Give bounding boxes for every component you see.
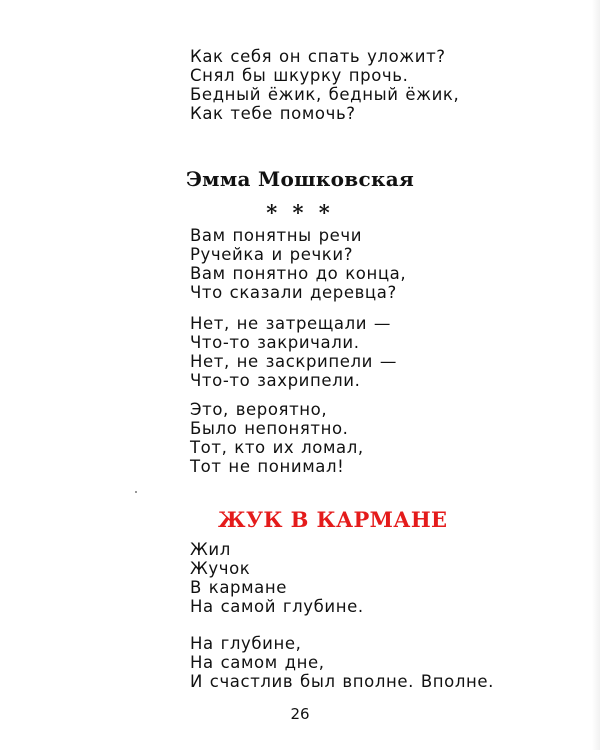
poem-title: ЖУК В КАРМАНЕ (218, 507, 448, 532)
poem-line: Как себя он спать уложит? (190, 47, 446, 66)
poem-line: Что сказали деревца? (190, 283, 397, 302)
poem2-stanza-1 (190, 540, 364, 616)
poem-line: Что-то захрипели. (190, 371, 361, 390)
poem1-stanza-2 (190, 314, 397, 390)
poem-line: Снял бы шкурку прочь. (190, 66, 409, 85)
poem-line: Ручейка и речки? (190, 245, 354, 264)
poem-line: Тот, кто их ломал, (190, 438, 364, 457)
poem-line: Это, вероятно, (190, 400, 328, 419)
poem-line: Тот не понимал! (190, 457, 345, 476)
poem-line: Жучок (190, 559, 251, 578)
page-edge-shadow (592, 0, 600, 750)
poem-line: Нет, не заскрипели — (190, 352, 397, 371)
poem-line: На самой глубине. (190, 597, 364, 616)
poem-line: И счастлив был вполне. Вполне. (190, 672, 494, 691)
author-name: Эмма Мошковская (185, 167, 415, 191)
poem-line: Вам понятно до конца, (190, 264, 407, 283)
poem-line: Как тебе помочь? (190, 104, 356, 123)
print-speck (135, 491, 137, 493)
poem-line: Бедный ёжик, бедный ёжик, (190, 85, 460, 104)
poem-line: Жил (190, 540, 231, 559)
poem-line: Нет, не затрещали — (190, 314, 392, 333)
poem2-stanza-2 (190, 634, 494, 691)
poem-line: В кармане (190, 578, 288, 597)
poem1-stanza-1 (190, 226, 406, 302)
poem-asterisks: * * * (266, 200, 334, 225)
poem-line: Было непонятно. (190, 419, 349, 438)
poem1-stanza-3 (190, 400, 364, 476)
stanza-hedgehog (190, 47, 459, 123)
page-number: 26 (290, 705, 310, 723)
poem-line: На глубине, (190, 634, 302, 653)
poem-line: Вам понятны речи (190, 226, 363, 245)
poem-line: Что-то закричали. (190, 333, 360, 352)
poem-line: На самом дне, (190, 653, 325, 672)
